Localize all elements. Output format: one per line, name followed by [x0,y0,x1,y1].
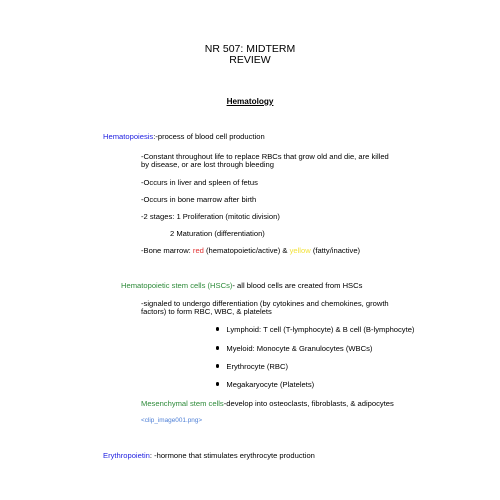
msc-definition: -develop into osteoclasts, fibroblasts, & adipocytes [223,399,394,408]
hematopoiesis-term: Hematopoiesis [103,132,154,141]
image-placeholder-link[interactable]: <clip_image001.png> [141,417,203,424]
bone-marrow-line [141,246,360,255]
bullet-text: Lymphoid: T cell (T-lymphocyte) & B cell (B-lymphocyte) [226,325,415,334]
doc-title-line1: NR 507: MIDTERM [204,43,296,55]
section-heading-hematology: Hematology [226,97,274,106]
hsc-definition: - all blood cells are created from HSCs [232,281,363,290]
marrow-red-desc: (hematopoietic/active) & [203,246,290,255]
bullet-item [216,362,288,371]
hsc-term: Hematopoietic stem cells (HSCs) [121,281,233,290]
hsc-line-2: factors) to form RBC, WBC, & platelets [141,307,272,316]
marrow-red-label: red [192,246,204,255]
marrow-yellow-desc: (fatty/inactive) [310,246,361,255]
hsc-line-1: -signaled to undergo differentiation (by cytokines and chemokines, growth [141,299,389,308]
hematopoiesis-line-2: by disease, or are lost through bleeding [141,160,274,169]
bullet-icon [216,364,219,367]
marrow-yellow-label: yellow [289,246,311,255]
bullet-icon [216,346,219,349]
bullet-icon [216,327,219,330]
erythropoietin-definition: : -hormone that stimulates erythrocyte production [149,451,315,460]
bullet-text: Myeloid: Monocyte & Granulocytes (WBCs) [226,344,373,353]
hsc-entry [121,281,362,290]
msc-entry [141,399,394,408]
hematopoiesis-line-5: -2 stages: 1 Proliferation (mitotic division) [141,212,280,221]
hematopoiesis-line-3: -Occurs in liver and spleen of fetus [141,178,258,187]
bullet-text: Megakaryocyte (Platelets) [226,380,315,389]
bullet-item [216,325,414,334]
bullet-icon [216,382,219,385]
bullet-item [216,344,372,353]
bullet-item [216,380,314,389]
hematopoiesis-line-1: -Constant throughout life to replace RBCs that grow old and die, are killed [141,152,389,161]
hematopoiesis-line-4: -Occurs in bone marrow after birth [141,195,257,204]
bone-marrow-prefix: -Bone marrow: [141,246,193,255]
hematopoiesis-definition: :-process of blood cell production [153,132,265,141]
hematopoiesis-line-6: 2 Maturation (differentiation) [170,229,265,238]
erythropoietin-term: Erythropoietin [103,451,150,460]
bullet-text: Erythrocyte (RBC) [226,362,288,371]
doc-title-line2: REVIEW [229,54,271,66]
msc-term: Mesenchymal stem cells [141,399,224,408]
erythropoietin-entry [103,451,315,460]
hematopoiesis-entry [103,132,265,141]
